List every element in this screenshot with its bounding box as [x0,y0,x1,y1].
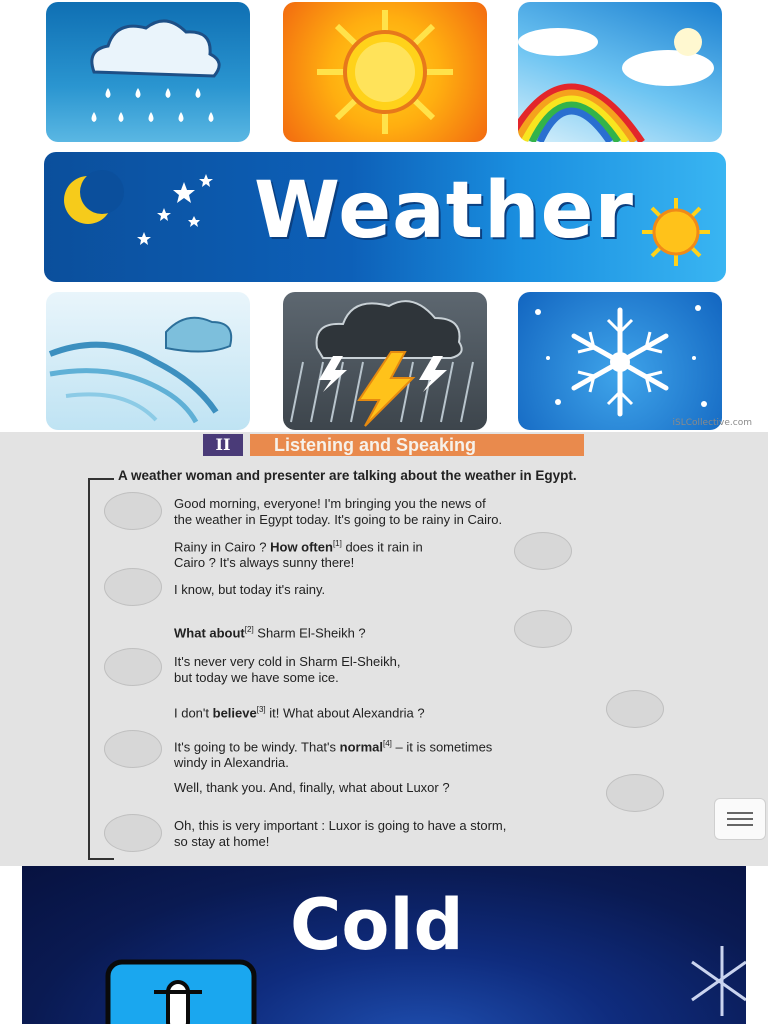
dialogue-line: Well, thank you. And, finally, what about Luxor ? [174,780,450,795]
rain-cloud-icon [46,2,250,142]
weather-poster [0,0,768,432]
cold-slide [22,866,746,1024]
presenter-avatar [514,610,572,648]
presenter-avatar [606,774,664,812]
dialogue-line: Rainy in Cairo ? How often[1] does it rain in Cairo ? It's always sunny there! [174,539,423,571]
section-intro: A weather woman and presenter are talking about the weather in Egypt. [118,468,577,483]
section-number: II [203,434,243,456]
poster-title: Weather [254,166,634,256]
textbook-page [0,432,768,866]
snowflake-tile [518,292,722,430]
snowflake-decoration-icon [692,946,746,1016]
wind-icon [46,292,250,430]
sun-small-icon [642,198,710,266]
dialogue-line: Good morning, everyone! I'm bringing you the news of the weather in Egypt today. It's going to be rainy in Cairo. [174,496,503,527]
sun-icon [283,2,487,142]
menu-button[interactable] [714,798,766,840]
weather-banner [44,152,726,282]
storm-tile [283,292,487,430]
hamburger-icon [727,812,753,814]
stars-icon [137,174,213,245]
weather-woman-avatar [104,814,162,852]
dialogue-line: What about[2] Sharm El-Sheikh ? [174,625,366,641]
weather-woman-avatar [104,568,162,606]
storm-icon [283,292,487,430]
dialogue-line: It's never very cold in Sharm El-Sheikh, but today we have some ice. [174,654,401,685]
presenter-avatar [606,690,664,728]
dialogue-line: Oh, this is very important : Luxor is going to have a storm, so stay at home! [174,818,507,849]
thermometer-icon [108,962,254,1024]
rain-cloud-tile [46,2,250,142]
section-title: Listening and Speaking [250,434,584,456]
moon-icon [64,170,124,224]
credit-text: iSLCollective.com [672,418,752,428]
wind-tile [46,292,250,430]
dialogue-line: It's going to be windy. That's normal[4] – it is sometimes windy in Alexandria. [174,739,493,771]
presenter-avatar [514,532,572,570]
snowflake-icon [518,292,722,430]
rainbow-tile [518,2,722,142]
cold-title: Cold [290,884,464,966]
weather-woman-avatar [104,730,162,768]
dialogue-line: I know, but today it's rainy. [174,582,326,597]
weather-woman-avatar [104,492,162,530]
rainbow-icon [518,2,722,142]
dialogue-line: I don't believe[3] it! What about Alexandria ? [174,705,425,721]
weather-woman-avatar [104,648,162,686]
sun-tile [283,2,487,142]
